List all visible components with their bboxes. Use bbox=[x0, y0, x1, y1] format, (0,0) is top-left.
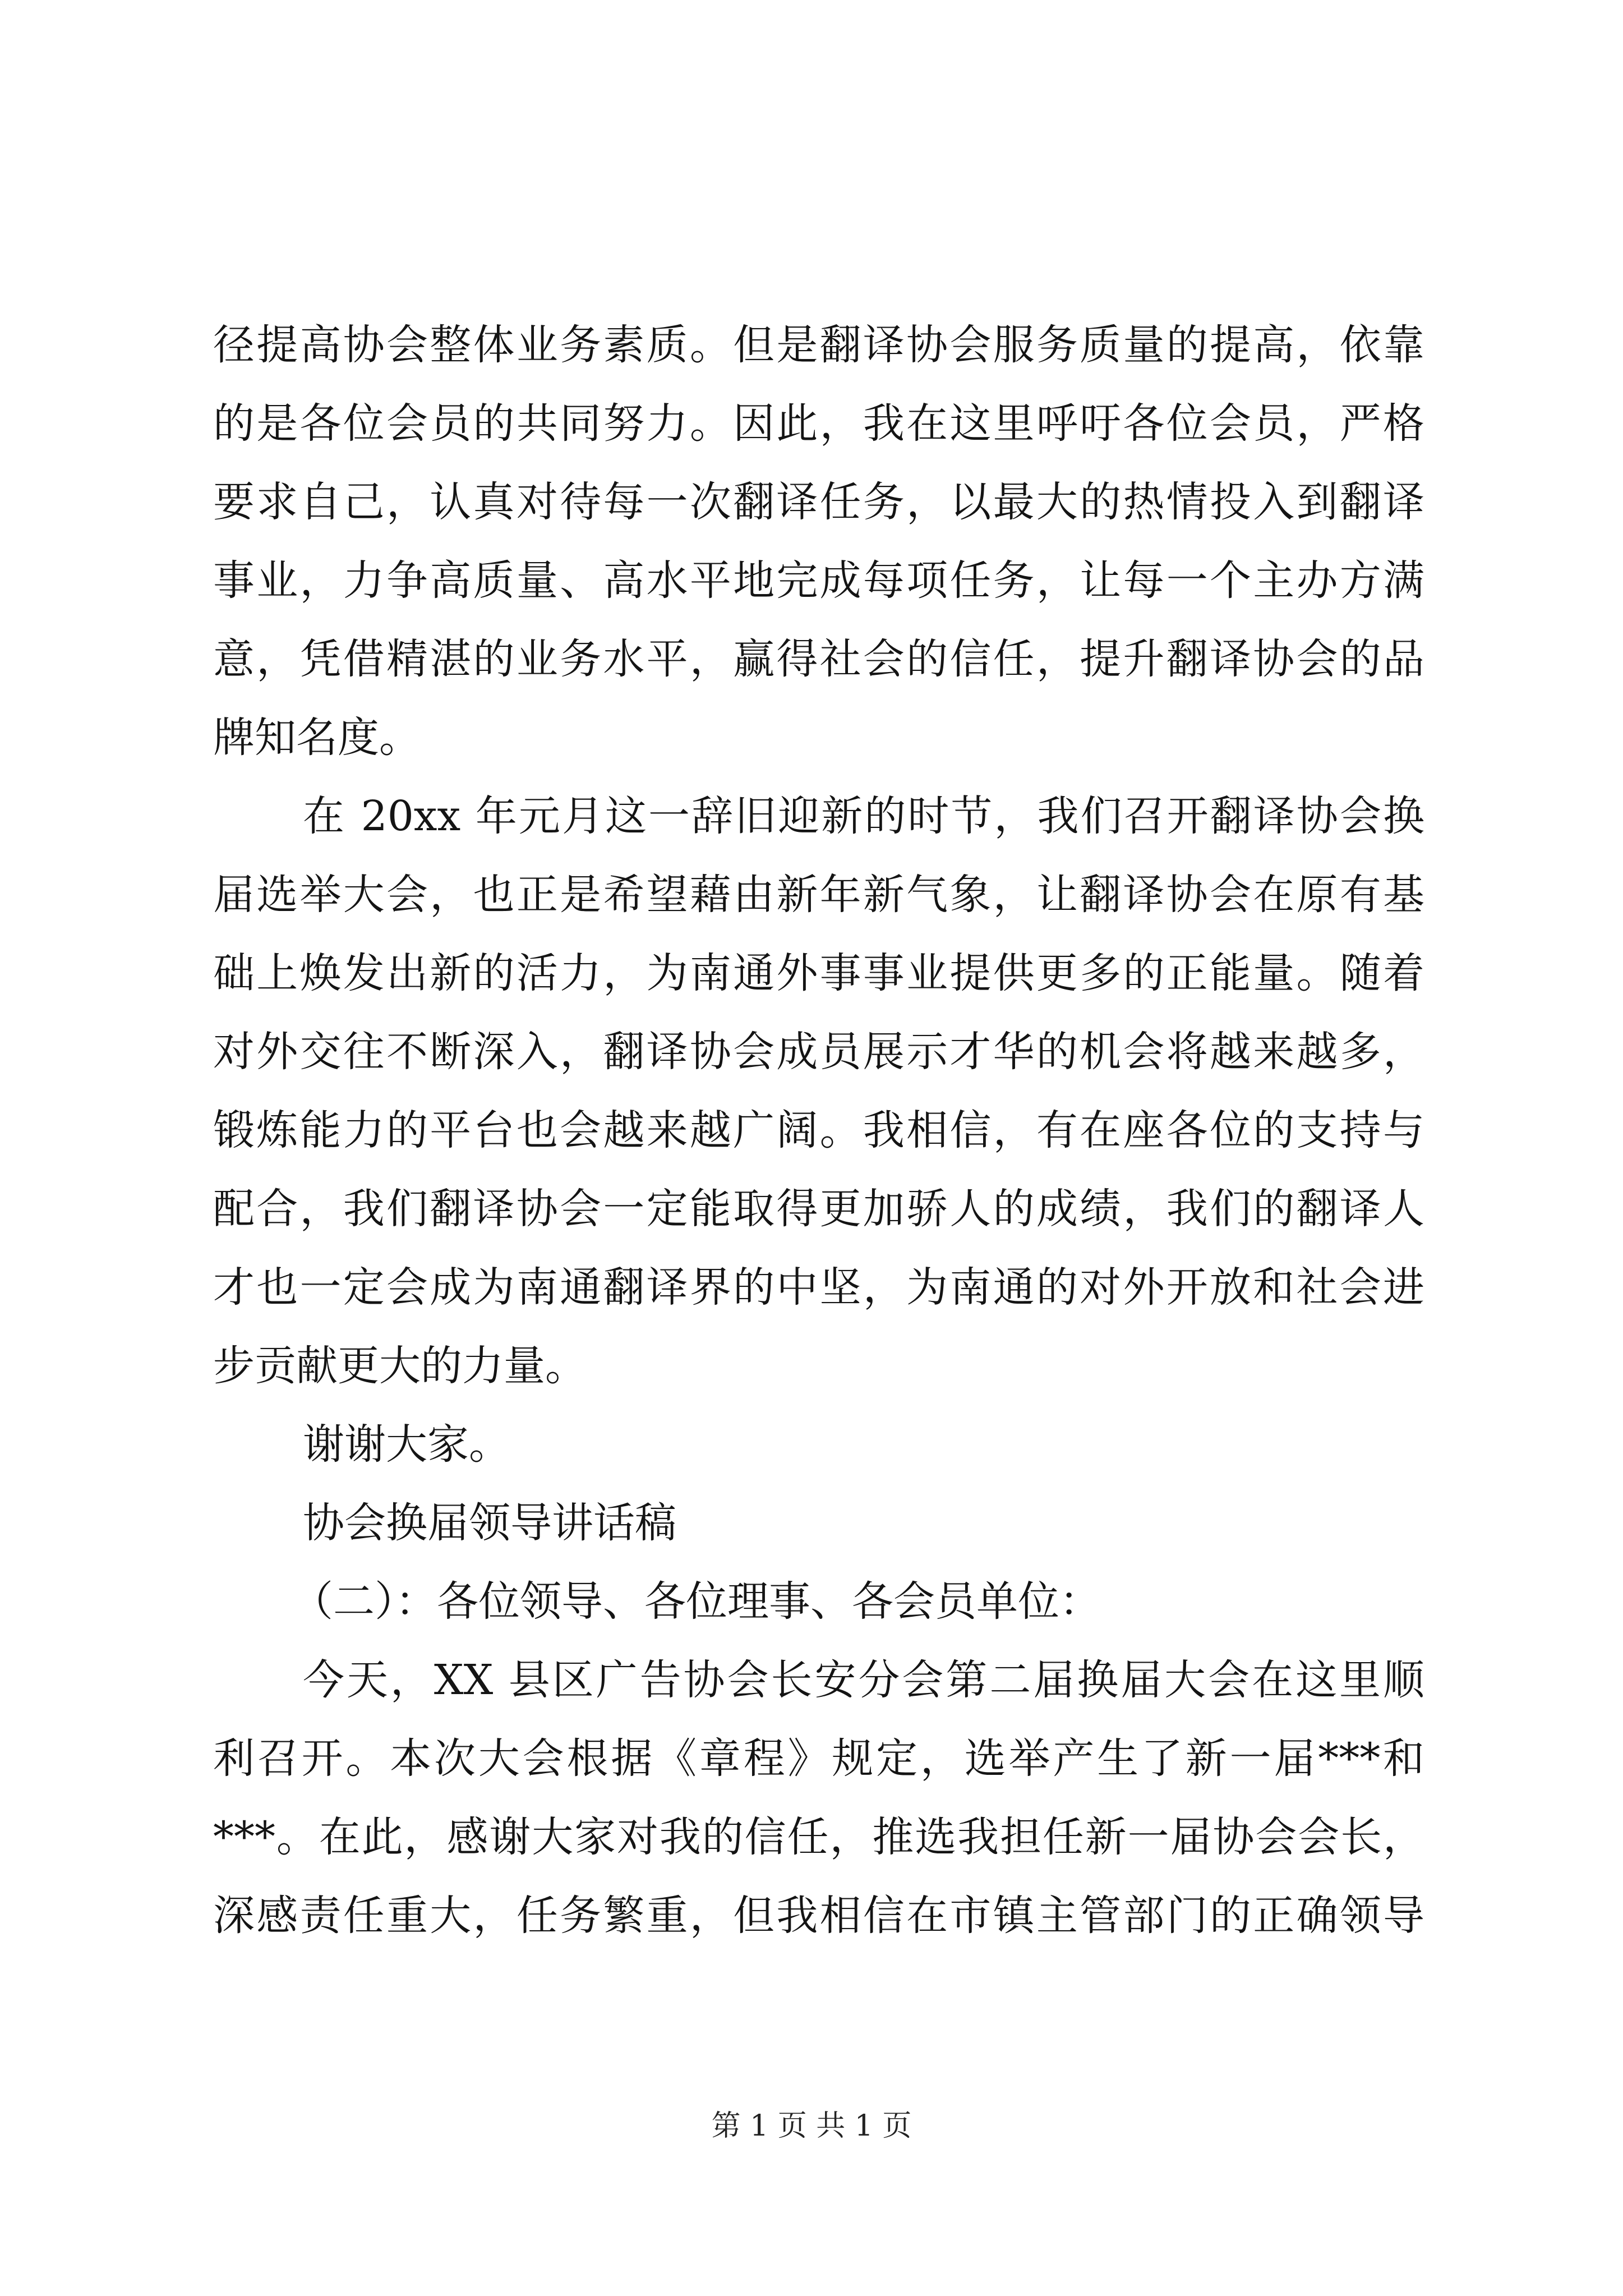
text-line: 的是各位会员的共同努力。因此，我在这里呼吁各位会员，严格 bbox=[213, 399, 1424, 448]
section-title: 协会换届领导讲话稿 bbox=[303, 1499, 676, 1547]
page-number-label: 第 1 页 共 1 页 bbox=[711, 2109, 912, 2143]
salutation: （二）：各位领导、各位理事、各会员单位： bbox=[292, 1577, 1101, 1626]
page-footer bbox=[0, 2106, 1623, 2146]
text-line: 利召开。本次大会根据《章程》规定，选举产生了新一届***和 bbox=[213, 1734, 1424, 1783]
text-line: 事业，力争高质量、高水平地完成每项任务，让每一个主办方满 bbox=[213, 556, 1424, 605]
text-line: 锻炼能力的平台也会越来越广阔。我相信，有在座各位的支持与 bbox=[213, 1106, 1424, 1154]
closing-thanks: 谢谢大家。 bbox=[303, 1420, 510, 1469]
text-line: 牌知名度。 bbox=[213, 714, 421, 762]
text-line: 配合，我们翻译协会一定能取得更加骄人的成绩，我们的翻译人 bbox=[213, 1185, 1424, 1233]
text-line: 深感责任重大，任务繁重，但我相信在市镇主管部门的正确领导 bbox=[213, 1892, 1424, 1940]
text-line: 步贡献更大的力量。 bbox=[213, 1342, 587, 1390]
text-line: 要求自己，认真对待每一次翻译任务，以最大的热情投入到翻译 bbox=[213, 478, 1424, 526]
text-line: 础上焕发出新的活力，为南通外事事业提供更多的正能量。随着 bbox=[213, 949, 1424, 997]
text-line: 对外交往不断深入，翻译协会成员展示才华的机会将越来越多， bbox=[213, 1028, 1424, 1076]
text-line: 届选举大会，也正是希望藉由新年新气象，让翻译协会在原有基 bbox=[213, 871, 1424, 919]
text-line: 径提高协会整体业务素质。但是翻译协会服务质量的提高，依靠 bbox=[213, 321, 1424, 369]
text-line: 意，凭借精湛的业务水平，赢得社会的信任，提升翻译协会的品 bbox=[213, 635, 1424, 683]
text-line: ***。在此，感谢大家对我的信任，推选我担任新一届协会会长， bbox=[213, 1813, 1424, 1861]
text-line: 才也一定会成为南通翻译界的中坚，为南通的对外开放和社会进 bbox=[213, 1263, 1424, 1312]
paragraph-first-line: 在 20xx 年元月这一辞旧迎新的时节，我们召开翻译协会换 bbox=[303, 792, 1424, 840]
paragraph-first-line: 今天，XX 县区广告协会长安分会第二届换届大会在这里顺 bbox=[303, 1656, 1424, 1704]
